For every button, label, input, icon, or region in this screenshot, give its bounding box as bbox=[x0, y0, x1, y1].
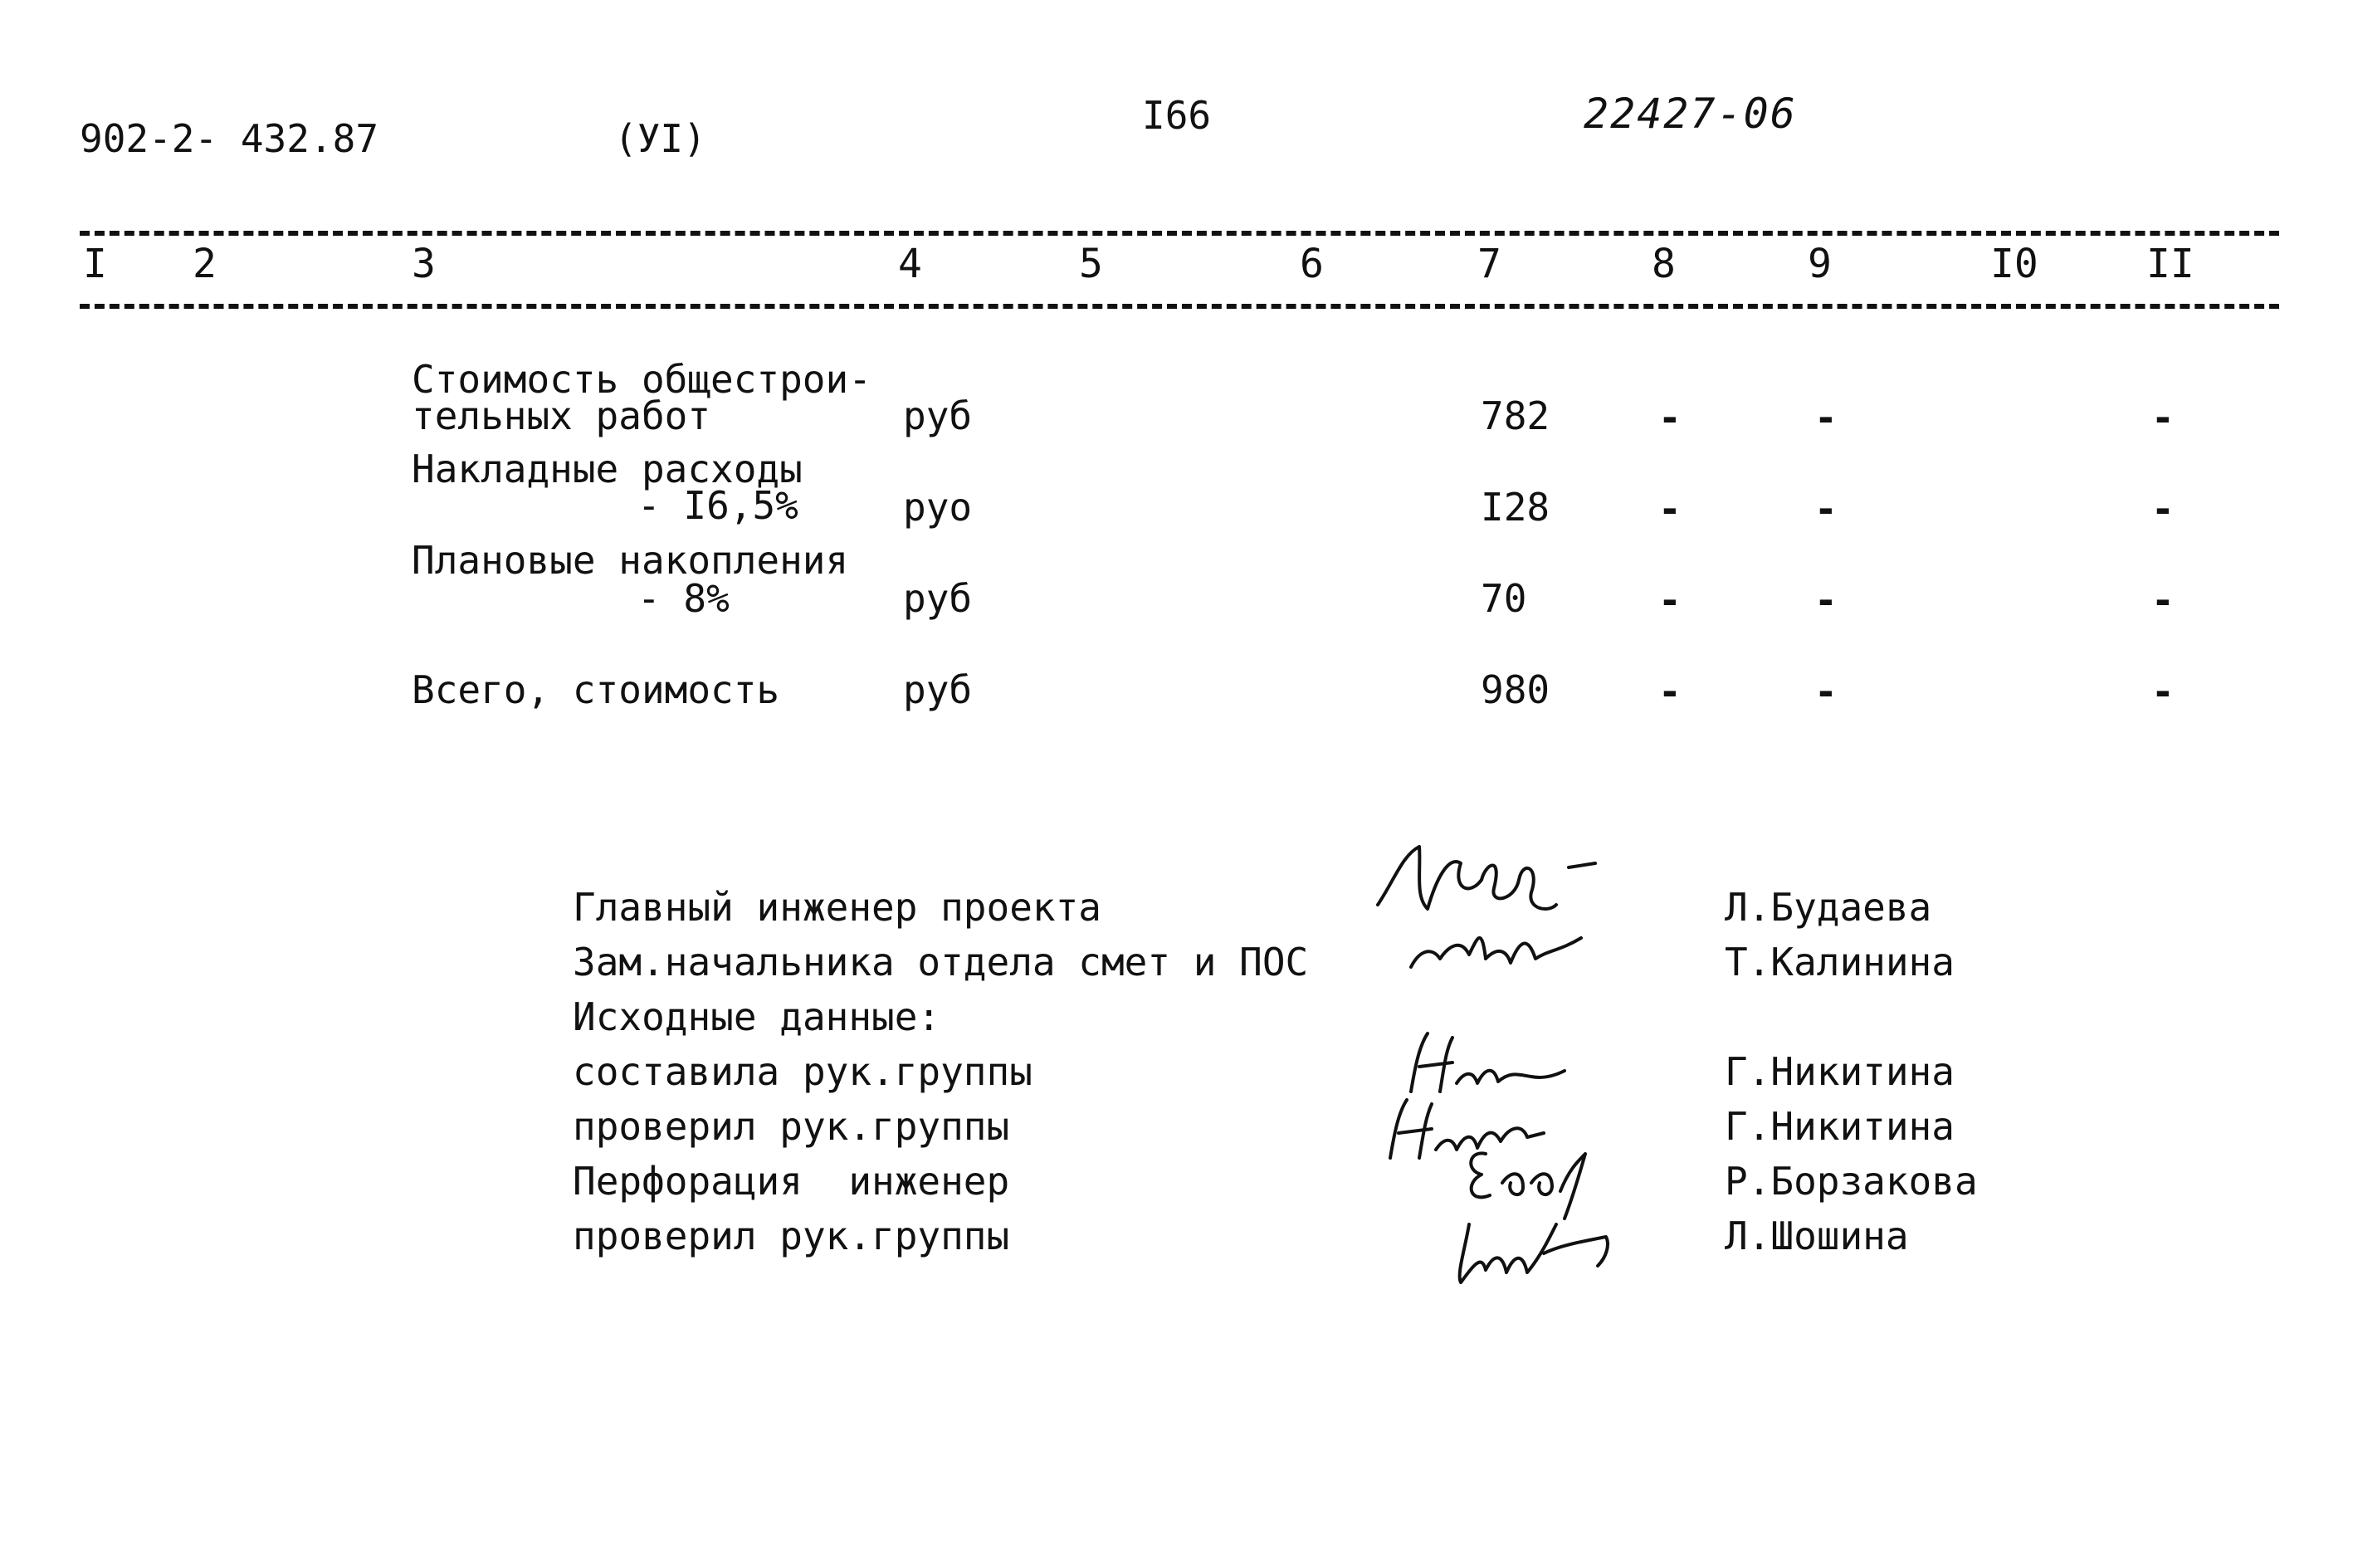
column-number-3: 3 bbox=[412, 241, 436, 287]
handwritten-signature-3 bbox=[1394, 1025, 1577, 1100]
row-3-col-11: - bbox=[2151, 578, 2175, 623]
handwritten-signature-2 bbox=[1403, 913, 1594, 979]
document-cipher: 22427-06 bbox=[1584, 90, 1797, 138]
column-number-8: 8 bbox=[1652, 241, 1676, 287]
signature-name-1: Л.Будаева bbox=[1725, 885, 1932, 930]
section-number: (УI) bbox=[614, 116, 706, 161]
column-number-4: 4 bbox=[898, 241, 922, 287]
row-3-unit: руб bbox=[903, 576, 973, 621]
column-number-5: 5 bbox=[1079, 241, 1103, 287]
signature-role-5: проверил рук.группы bbox=[573, 1104, 1010, 1149]
signature-name-7: Л.Шошина bbox=[1725, 1214, 1909, 1258]
row-1-name-line-2: тельных работ bbox=[412, 393, 711, 438]
row-3-value: 70 bbox=[1481, 576, 1527, 621]
signature-role-1: Главный инженер проекта bbox=[573, 885, 1101, 930]
row-3-name-line-2: - 8% bbox=[637, 576, 730, 621]
row-1-col-8: - bbox=[1658, 395, 1682, 440]
row-2-value: I28 bbox=[1481, 485, 1550, 530]
table-header-rule bbox=[80, 304, 2279, 309]
document-code: 902-2- 432.87 bbox=[80, 116, 379, 161]
column-number-1: I bbox=[83, 241, 107, 287]
column-number-7: 7 bbox=[1477, 241, 1501, 287]
signature-role-4: составила рук.группы bbox=[573, 1049, 1032, 1094]
signature-name-2: Т.Калинина bbox=[1725, 940, 1955, 984]
column-number-2: 2 bbox=[193, 241, 217, 287]
row-1-value: 782 bbox=[1481, 393, 1550, 438]
handwritten-signature-1 bbox=[1369, 830, 1602, 921]
row-2-col-8: - bbox=[1658, 486, 1682, 531]
signature-role-3: Исходные данные: bbox=[573, 994, 941, 1039]
row-4-name: Всего, стоимость bbox=[412, 667, 780, 712]
row-2-col-11: - bbox=[2151, 486, 2175, 531]
row-3-col-9: - bbox=[1814, 578, 1838, 623]
row-3-name-line-1: Плановые накопления bbox=[412, 538, 849, 583]
row-2-name-line-2: - I6,5% bbox=[637, 483, 798, 528]
signature-name-6: Р.Борзакова bbox=[1725, 1159, 1978, 1204]
signature-role-6: Перфорация инженер bbox=[573, 1159, 1010, 1204]
row-4-value: 980 bbox=[1481, 667, 1550, 712]
row-2-unit: руо bbox=[903, 485, 973, 530]
column-number-11: II bbox=[2146, 241, 2194, 287]
row-2-col-9: - bbox=[1814, 486, 1838, 531]
row-4-unit: руб bbox=[903, 667, 973, 712]
signature-name-5: Г.Никитина bbox=[1725, 1104, 1955, 1149]
row-1-col-11: - bbox=[2151, 395, 2175, 440]
row-1-unit: руб bbox=[903, 393, 973, 438]
row-4-col-9: - bbox=[1814, 669, 1838, 714]
column-number-10: I0 bbox=[1990, 241, 2038, 287]
signature-role-2: Зам.начальника отдела смет и ПОС bbox=[573, 940, 1309, 984]
row-4-col-8: - bbox=[1658, 669, 1682, 714]
row-1-name-line-1: Стоимость общестрои- bbox=[412, 357, 871, 402]
column-number-6: 6 bbox=[1300, 241, 1324, 287]
column-number-9: 9 bbox=[1808, 241, 1832, 287]
row-2-name-line-1: Накладные расходы bbox=[412, 447, 803, 491]
row-1-col-9: - bbox=[1814, 395, 1838, 440]
page-number: I66 bbox=[1142, 93, 1212, 138]
row-4-col-11: - bbox=[2151, 669, 2175, 714]
table-top-rule bbox=[80, 231, 2279, 236]
row-3-col-8: - bbox=[1658, 578, 1682, 623]
handwritten-signature-6 bbox=[1444, 1208, 1627, 1291]
signature-name-4: Г.Никитина bbox=[1725, 1049, 1955, 1094]
signature-role-7: проверил рук.группы bbox=[573, 1214, 1010, 1258]
